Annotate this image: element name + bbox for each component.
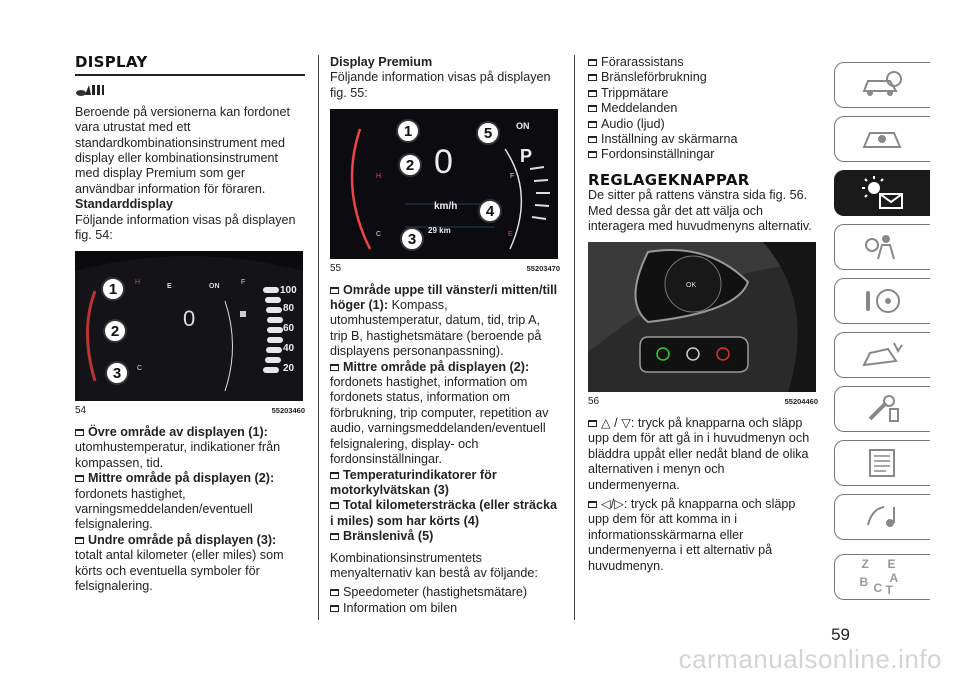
tab-dashboard[interactable] [834, 62, 930, 108]
ok-button-label: OK [686, 282, 697, 290]
crash-car-icon [860, 339, 906, 371]
premium-odo: 29 km [428, 226, 451, 236]
spec-list-icon [860, 447, 906, 479]
list-item: Total kilometersträcka (eller sträcka i miles) som har körts (4) [330, 498, 557, 528]
bullet-icon [75, 429, 84, 436]
car-dashboard-icon [860, 69, 906, 101]
left-arrow-icon: ◁ [601, 496, 611, 511]
list-item: Mittre område på displayen (2): fordonets hastighet, varningsmeddelanden/eventuell felsignalering. [75, 471, 275, 532]
premium-on: ON [516, 121, 530, 132]
premium-h: H [376, 173, 382, 181]
list-item: Område uppe till vänster/i mitten/till höger (1): Kompass, utomhustemperatur, datum, tid, trip A, trip B, hastighetsmätare (beroende på displayens personanpassning). [330, 282, 558, 359]
wrench-icon [860, 393, 906, 425]
list-item: Övre område av displayen (1): utomhustemperatur, indikationer från kompassen, tid. [75, 424, 281, 470]
tab-index[interactable] [834, 554, 930, 600]
dashboard-lights-icon [860, 123, 906, 155]
column-2 [330, 55, 560, 616]
menu-item: Meddelanden [588, 101, 818, 116]
watermark: carmanualsonline.info [678, 644, 942, 674]
menu-item: Speedometer (hastighetsmätare) [330, 585, 560, 600]
tab-lights[interactable] [834, 116, 930, 162]
figure-code: 55204460 [784, 397, 818, 407]
bullet-icon [330, 364, 339, 371]
premium-e: E [508, 231, 513, 239]
list-item: Mittre område på displayen (2): fordonets hastighet, information om fordonets status, information om förbrukning, trip computer, repetition av audio, varningsmeddelanden/eventuell felsignalering, display- och fordonsinställningar. [330, 359, 549, 467]
up-arrow-icon: △ [601, 415, 611, 430]
tab-display-warnings[interactable] [834, 170, 930, 216]
scale-label-100: 100 [280, 285, 297, 297]
airbag-person-icon [860, 231, 906, 263]
bullet-icon [588, 121, 597, 128]
callout-3: 3 [105, 361, 129, 385]
controls-intro: De sitter på rattens vänstra sida fig. 56. Med dessa går det att välja och interagera med huvudmenyns alternativ. [588, 188, 812, 234]
figure-54-standard-cluster [75, 251, 303, 401]
menu-item: Förarassistans [588, 55, 818, 70]
speed-readout: 0 [183, 306, 196, 332]
standard-display-title: Standarddisplay [75, 197, 173, 212]
warning-display-icon [858, 174, 908, 212]
premium-display-title: Display Premium [330, 55, 433, 69]
bullet-icon [588, 136, 597, 143]
menu-item: Inställning av skärmarna [588, 132, 818, 147]
tab-multimedia[interactable] [834, 494, 930, 540]
bullet-icon [330, 472, 339, 479]
figure-56-caption [588, 394, 818, 409]
tab-technical-data[interactable] [834, 440, 930, 486]
bullet-icon [330, 533, 339, 540]
premium-gear: P [520, 146, 533, 167]
menu-item: Bränsleförbrukning [588, 70, 818, 85]
scale-label-60: 60 [283, 323, 295, 335]
gauge-label-h: H [135, 279, 141, 287]
section-heading: REGLAGEKNAPPAR [588, 170, 750, 189]
premium-version-icon [75, 82, 305, 102]
heading-rule [75, 74, 305, 76]
figure-56-steering-controls [588, 242, 816, 392]
intro-text: Beroende på versionerna kan fordonet vara utrustat med ett standardkombinationsinstrument med display eller kombinationsinstrument med display Premium som ger användbar information för föraren. [75, 104, 290, 196]
bullet-icon [588, 420, 597, 427]
bullet-icon [588, 105, 597, 112]
menu-intro: Kombinationsinstrumentets menyalternativ kan bestå av följande: [330, 550, 538, 580]
premium-unit: km/h [434, 201, 458, 213]
callout-2: 2 [398, 153, 422, 177]
callout-5: 5 [476, 121, 500, 145]
menu-item: Fordonsinställningar [588, 147, 818, 162]
premium-c: C [376, 231, 382, 239]
figure-code: 55203460 [271, 406, 305, 416]
callout-1: 1 [396, 119, 420, 143]
bullet-icon [330, 589, 339, 596]
figure-55-premium-cluster [330, 109, 558, 259]
figure-54-caption [75, 403, 305, 418]
scale-label-40: 40 [283, 343, 295, 355]
column-divider [574, 55, 575, 620]
bullet-icon [330, 287, 339, 294]
menu-item: Information om bilen [330, 601, 560, 616]
alphabet-index-icon: Z E B A C T [859, 557, 899, 597]
scale-label-20: 20 [283, 363, 295, 375]
column-divider [318, 55, 319, 620]
gauge-label-on: ON [209, 283, 220, 291]
section-heading: DISPLAY [75, 53, 148, 71]
down-arrow-icon: ▽ [621, 415, 631, 430]
callout-1: 1 [101, 277, 125, 301]
column-1 [75, 55, 305, 594]
callout-3: 3 [400, 227, 424, 251]
bullet-icon [588, 59, 597, 66]
premium-f: F [510, 173, 515, 181]
list-item: Temperaturindikatorer för motorkylvätskan (3) [330, 467, 497, 497]
bullet-icon [330, 502, 339, 509]
premium-display-intro: Följande information visas på displayen fig. 55: [330, 70, 551, 100]
bullet-icon [588, 151, 597, 158]
tab-starting-driving[interactable] [834, 278, 930, 324]
tab-safety[interactable] [834, 224, 930, 270]
leftright-description: ◁/▷: tryck på knapparna och släpp upp dem för att komma in i informationsskärmarna eller undermenyerna i ett alternativ på huvudmenyn. [588, 496, 796, 573]
tab-maintenance[interactable] [834, 386, 930, 432]
scale-label-80: 80 [283, 303, 295, 315]
bullet-icon [330, 605, 339, 612]
figure-code: 55203470 [526, 264, 560, 274]
list-item: Undre område på displayen (3): totalt antal kilometer (eller miles) som körts och eventuella symboler för felsignalering. [75, 532, 284, 593]
bullet-icon [75, 537, 84, 544]
figure-number: 54 [75, 405, 87, 417]
bullet-icon [588, 90, 597, 97]
list-item: Bränslenivå (5) [330, 529, 560, 544]
gauge-label-c: C [137, 365, 143, 373]
tab-emergency[interactable] [834, 332, 930, 378]
figure-number: 56 [588, 396, 600, 408]
right-arrow-icon: ▷ [614, 496, 624, 511]
bullet-icon [588, 74, 597, 81]
figure-number: 55 [330, 263, 342, 275]
menu-item: Trippmätare [588, 86, 818, 101]
bullet-icon [588, 501, 597, 508]
figure-55-caption [330, 261, 560, 276]
media-note-icon [860, 501, 906, 533]
callout-4: 4 [478, 199, 502, 223]
gauge-label-f: F [241, 279, 246, 287]
premium-speed: 0 [434, 143, 453, 182]
page-number: 59 [831, 625, 850, 644]
updown-description: △ / ▽: tryck på knapparna och släpp upp dem för att gå in i huvudmenyn och bläddra uppåt eller nedåt bland de olika alternativen i menyn och undermenyerna. [588, 415, 810, 492]
gauge-label-e: E [167, 283, 172, 291]
bullet-icon [75, 475, 84, 482]
column-3 [588, 55, 818, 574]
steering-wheel-key-icon [860, 285, 906, 317]
menu-item: Audio (ljud) [588, 117, 818, 132]
standard-display-intro: Följande information visas på displayen fig. 54: [75, 212, 296, 243]
callout-2: 2 [103, 319, 127, 343]
